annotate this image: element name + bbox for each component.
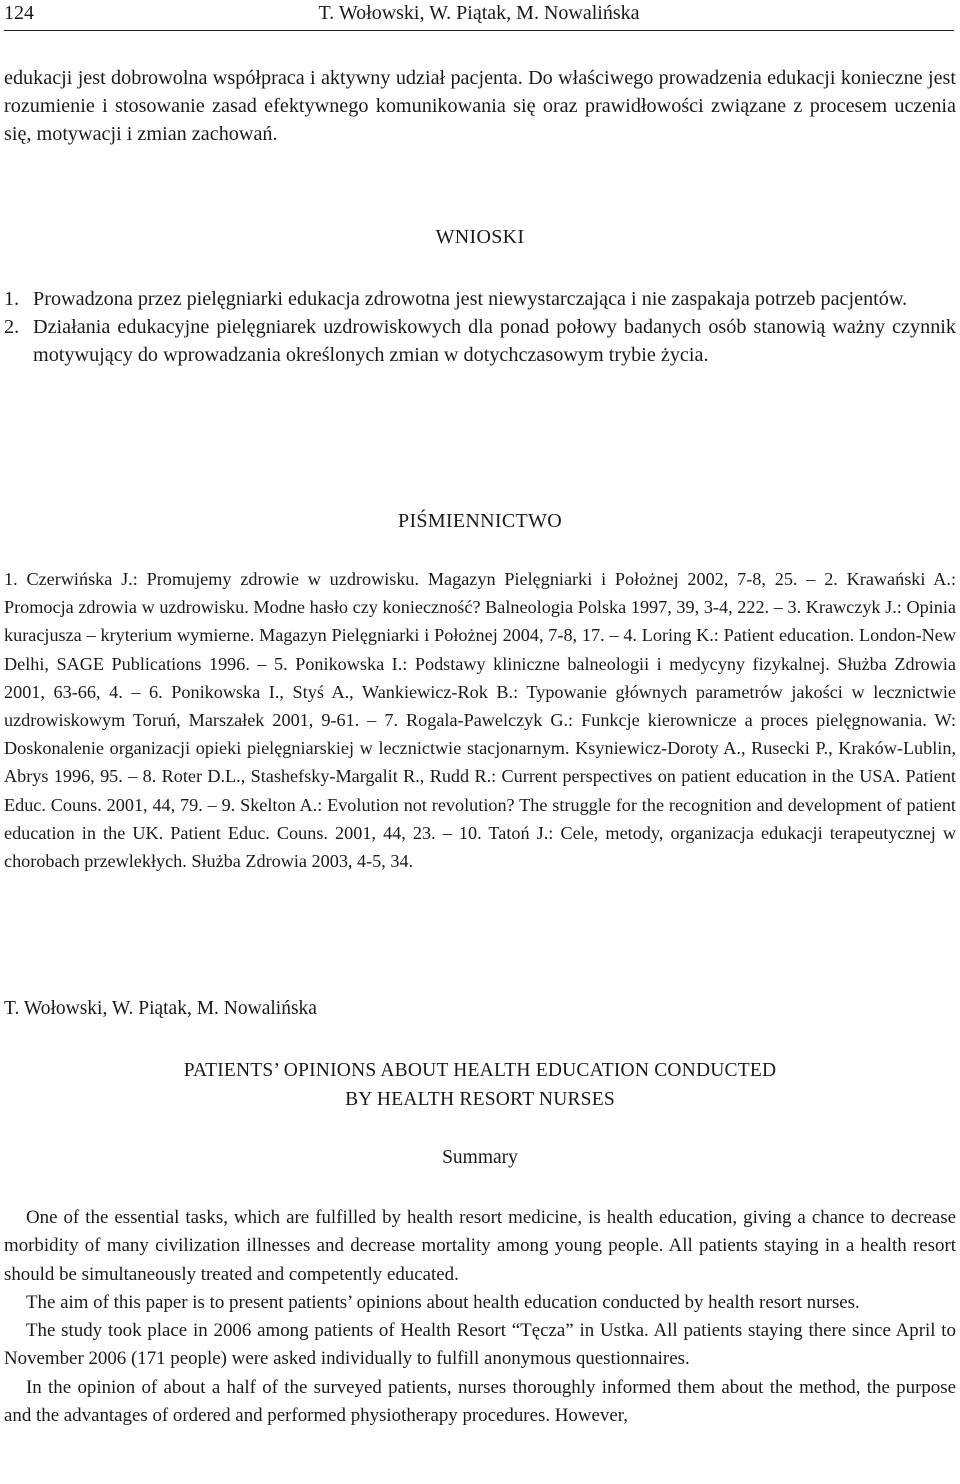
conclusion-text: Prowadzona przez pielęgniarki edukacja zdrowotna jest niewystarczająca i nie zaspakaja potrzeb pacjentów. (33, 288, 908, 310)
english-title-line-2: BY HEALTH RESORT NURSES (345, 1089, 615, 1110)
running-header (4, 0, 954, 31)
summary-heading: Summary (442, 1147, 518, 1168)
conclusions-list (4, 285, 956, 369)
english-title (0, 1056, 960, 1114)
references-heading: PIŚMIENNICTWO (398, 510, 562, 532)
conclusion-text: Działania edukacyjne pielęgniarek uzdrowiskowych dla ponad połowy badanych osób stanowią ważny czynnik motywujący do wprowadzania określonych zmian w dotychczasowym trybie życia. (33, 316, 956, 366)
summary-paragraph: One of the essential tasks, which are fulfilled by health resort medicine, is health education, giving a chance to decrease morbidity of many civilization illnesses and decrease mortality among young people. All patients staying in a health resort should be simultaneously treated and competently educated. (4, 1207, 956, 1285)
references-list: 1. Czerwińska J.: Promujemy zdrowie w uzdrowisku. Magazyn Pielęgniarki i Położnej 2002, 7-8, 25. – 2. Krawański A.: Promocja zdrowia w uzdrowisku. Modne hasło czy konieczność? Balneologia Polska 1997, 39, 3-4, 222. – 3. Krawczyk J.: Opinia kuracjusza – kryterium wymierne. Magazyn Pielęgniarki i Położnej 2004, 7-8, 17. – 4. Loring K.: Patient education. London-New Delhi, SAGE Publications 1996. – 5. Ponikowska I.: Podstawy kliniczne balneologii i medycyny fizykalnej. Służba Zdrowia 2001, 63-66, 4. – 6. Ponikowska I., Styś A., Wankiewicz-Rok B.: Typowanie głównych parametrów jakości w lecznictwie uzdrowiskowym Toruń, Marszałek 2001, 9-61. – 7. Rogala-Pawelczyk G.: Funkcje kierownicze a proces pielęgnowania. W: Doskonalenie organizacji opieki pielęgniarskiej w lecznictwie stacjonarnym. Ksyniewicz-Doroty A., Rusecki P., Kraków-Lublin, Abrys 1996, 95. – 8. Roter D.L., Stashefsky-Margalit R., Rudd R.: Current perspectives on patient education in the USA. Patient Educ. Couns. 2001, 44, 79. – 9. Skelton A.: Evolution not revolution? The struggle for the recognition and development of patient education in the UK. Patient Educ. Couns. 2001, 44, 23. – 10. Tatoń J.: Cele, metody, organizacja edukacji terapeutycznej w chorobach przewlekłych. Służba Zdrowia 2003, 4-5, 34. (4, 569, 956, 872)
summary-paragraph: The aim of this paper is to present patients’ opinions about health education conducted by health resort nurses. (26, 1291, 860, 1313)
summary-paragraph: In the opinion of about a half of the surveyed patients, nurses thoroughly informed them about the method, the purpose and the advantages of ordered and performed physiotherapy procedures. However, (4, 1376, 956, 1427)
conclusion-number: 2. (4, 316, 20, 338)
page-number: 124 (4, 2, 34, 24)
conclusions-heading: WNIOSKI (435, 226, 525, 248)
summary-paragraph: The study took place in 2006 among patients of Health Resort “Tęcza” in Ustka. All patients staying there since April to November 2006 (171 people) were asked individually to fulfill anonymous questionnaires. (4, 1320, 956, 1370)
conclusion-item (4, 313, 956, 369)
summary-body (4, 1204, 956, 1430)
summary-authors: T. Wołowski, W. Piątak, M. Nowalińska (4, 998, 317, 1019)
header-authors: T. Wołowski, W. Piątak, M. Nowalińska (318, 2, 640, 24)
conclusion-number: 1. (4, 288, 20, 310)
conclusion-item (4, 285, 956, 313)
intro-paragraph: edukacji jest dobrowolna współpraca i aktywny udział pacjenta. Do właściwego prowadzenia edukacji konieczne jest rozumienie i stosowanie zasad efektywnego komunikowania się oraz prawidłowości związane z procesem uczenia się, motywacji i zmian zachowań. (4, 67, 956, 145)
english-title-line-1: PATIENTS’ OPINIONS ABOUT HEALTH EDUCATION CONDUCTED (183, 1060, 777, 1081)
